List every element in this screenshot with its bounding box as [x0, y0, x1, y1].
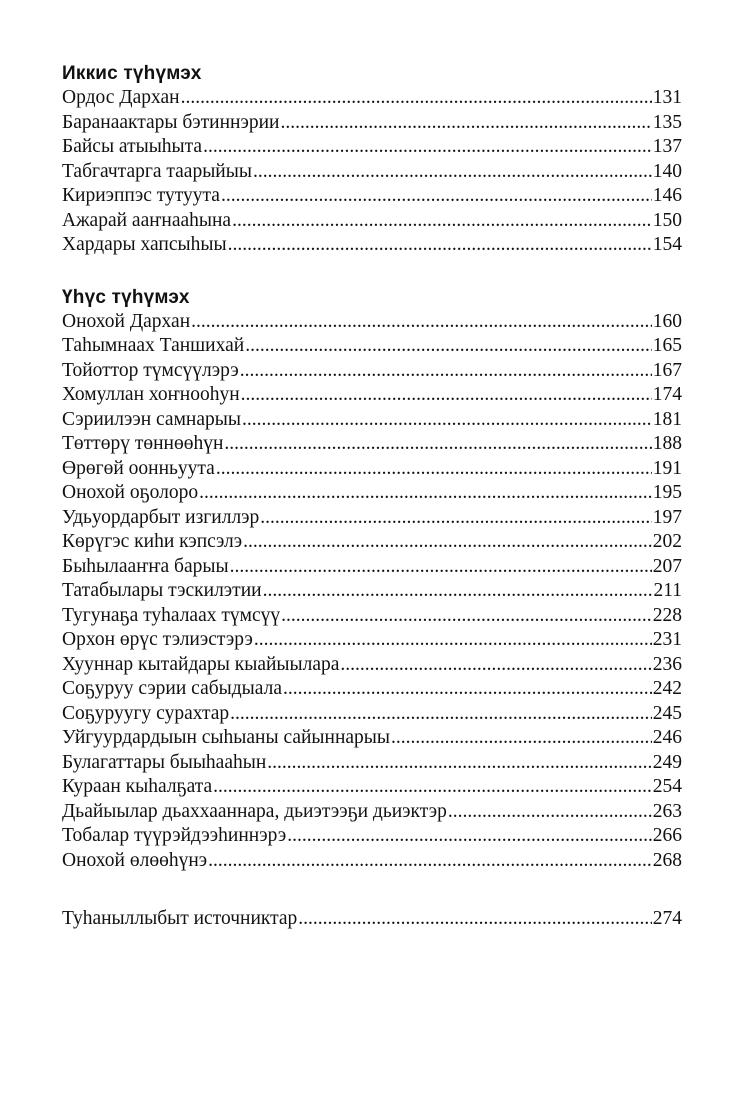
toc-entry-title: Кириэппэс тутуута: [62, 185, 220, 206]
toc-entry[interactable]: [62, 334, 682, 359]
toc-entry-title: Соҕуруу сэрии сабыдыала: [62, 678, 282, 699]
section-heading: Үһүс түһүмэх: [62, 286, 190, 308]
toc-entry-page: 202: [652, 531, 682, 552]
toc-entry-title: Хууннар кытайдары кыайыылара: [62, 653, 340, 675]
toc-entry-page: 165: [652, 335, 682, 356]
toc-entry-title: Дьайыылар дьаххааннара, дьиэтээҕи дьиэктэр: [62, 800, 447, 822]
toc-entry[interactable]: [62, 135, 682, 160]
toc-entry-page: 231: [652, 629, 682, 650]
toc-entry[interactable]: [62, 702, 682, 727]
toc-entry-title: Онохой өлөөһүнэ: [62, 849, 208, 871]
toc-entry[interactable]: [62, 310, 682, 335]
toc-entry[interactable]: [62, 86, 682, 111]
toc-entry-page: 228: [652, 604, 682, 626]
toc-entry[interactable]: [62, 506, 682, 531]
toc-entry-title: Хардары хапсыһыы: [62, 234, 227, 255]
toc-entry[interactable]: [62, 209, 682, 234]
toc-entry-page: 246: [652, 727, 682, 748]
toc-entry-page: 274: [652, 908, 682, 929]
toc-entry[interactable]: [62, 800, 682, 825]
section-heading: Иккис түһүмэх: [62, 63, 202, 84]
dot-leader: [281, 604, 652, 628]
toc-entry-title: Ажарай ааҥнааһына: [62, 209, 232, 231]
dot-leader: [448, 800, 652, 824]
toc-entry-page: 131: [652, 87, 682, 108]
section-spacer: [62, 873, 682, 907]
toc-entry-page: 191: [652, 457, 682, 479]
toc-entry-page: 242: [652, 678, 682, 699]
toc-entry-title: Табгачтарга таарыйыы: [62, 160, 252, 182]
table-of-contents: [62, 62, 682, 932]
toc-entry-title: Булагаттары быыһааһын: [62, 751, 267, 773]
dot-leader: [241, 383, 652, 407]
dot-leader: [391, 726, 652, 750]
dot-leader: [242, 408, 652, 432]
toc-entry-title: Төттөрү төннөөһүн: [62, 433, 224, 454]
toc-entry-title: Орхон өрүс тэлиэстэрэ: [62, 629, 253, 650]
toc-entry[interactable]: [62, 628, 682, 653]
toc-entry-title: Баранаактары бэтиннэрии: [62, 111, 280, 133]
dot-leader: [340, 653, 651, 677]
toc-entry-title: Таһымнаах Таншихай: [62, 335, 245, 356]
dot-leader: [191, 310, 652, 334]
toc-entry-page: 188: [652, 433, 682, 454]
toc-entry-title: Сэриилээн самнарыы: [62, 408, 241, 430]
dot-leader: [203, 135, 652, 159]
dot-leader: [283, 677, 652, 701]
toc-entry[interactable]: [62, 160, 682, 185]
dot-leader: [199, 481, 652, 505]
toc-entry-page: 236: [652, 653, 682, 675]
toc-entry-title: Көрүгэс киһи кэпсэлэ: [62, 531, 243, 552]
toc-entry[interactable]: [62, 432, 682, 457]
toc-entry[interactable]: [62, 555, 682, 580]
toc-entry[interactable]: [62, 233, 682, 258]
toc-entry-title: Соҕуруугу сурахтар: [62, 702, 230, 724]
dot-leader: [253, 160, 652, 184]
dot-leader: [208, 849, 652, 873]
toc-entry[interactable]: [62, 383, 682, 408]
toc-entry-page: 146: [652, 185, 682, 206]
toc-entry-title: Татабылары тэскилэтии: [62, 580, 262, 601]
toc-entry[interactable]: [62, 677, 682, 702]
toc-entry-page: 245: [652, 702, 682, 724]
toc-entry-page: 195: [652, 482, 682, 503]
toc-entry-page: 174: [652, 384, 682, 405]
toc-entry-title: Тугунаҕа туһалаах түмсүү: [62, 604, 281, 626]
section-spacer: [62, 258, 682, 286]
dot-leader: [213, 775, 652, 799]
dot-leader: [232, 209, 652, 233]
dot-leader: [298, 907, 651, 931]
toc-entry-title: Удьуордарбыт изгиллэр: [62, 506, 260, 528]
toc-entry-page: 150: [652, 209, 682, 231]
toc-entry-sources[interactable]: [62, 907, 682, 932]
toc-entry-title: Уйгуурдардыын сыһыаны сайыннарыы: [62, 727, 391, 748]
toc-entry[interactable]: [62, 579, 682, 604]
toc-entry-page: 160: [652, 310, 682, 332]
dot-leader: [280, 111, 651, 135]
toc-entry-page: 266: [652, 825, 682, 846]
toc-entry[interactable]: [62, 359, 682, 384]
toc-entry-page: 211: [653, 580, 682, 601]
toc-entry[interactable]: [62, 775, 682, 800]
toc-entry-page: 254: [652, 776, 682, 797]
dot-leader: [216, 457, 652, 481]
toc-entry[interactable]: [62, 849, 682, 874]
toc-entry[interactable]: [62, 604, 682, 629]
dot-leader: [181, 86, 652, 110]
toc-entry-page: 263: [652, 800, 682, 822]
dot-leader: [287, 824, 652, 848]
toc-entry[interactable]: [62, 726, 682, 751]
toc-entry[interactable]: [62, 751, 682, 776]
toc-entry-page: 137: [652, 136, 682, 157]
toc-entry-page: 249: [652, 751, 682, 773]
toc-entry-title: Ордос Дархан: [62, 87, 180, 108]
dot-leader: [221, 184, 652, 208]
toc-entry[interactable]: [62, 184, 682, 209]
toc-entry[interactable]: [62, 408, 682, 433]
toc-entry-page: 140: [652, 160, 682, 182]
toc-entry-page: 167: [652, 359, 682, 381]
toc-entry-title: Тобалар түүрэйдээһиннэрэ: [62, 825, 287, 846]
toc-entry-page: 135: [652, 111, 682, 133]
toc-entry-page: 154: [652, 234, 682, 255]
toc-entry-title: Онохой Дархан: [62, 310, 191, 332]
toc-entry-page: 181: [652, 408, 682, 430]
toc-entry-title: Онохой оҕолоро: [62, 482, 199, 503]
toc-entry-title: Өрөгөй оонньуута: [62, 457, 215, 479]
dot-leader: [230, 702, 652, 726]
toc-entry-title: Быһылааҥҥа барыы: [62, 555, 229, 577]
toc-entry-page: 197: [652, 506, 682, 528]
toc-entry[interactable]: [62, 653, 682, 678]
dot-leader: [243, 530, 652, 554]
dot-leader: [263, 579, 653, 603]
toc-entry-title: Кураан кыһалҕата: [62, 776, 213, 797]
toc-entry[interactable]: [62, 111, 682, 136]
toc-entry-page: 207: [652, 555, 682, 577]
toc-entry[interactable]: [62, 530, 682, 555]
toc-entry[interactable]: [62, 481, 682, 506]
dot-leader: [230, 555, 652, 579]
dot-leader: [245, 334, 652, 358]
toc-entry-title: Тойоттор түмсүүлэрэ: [62, 359, 239, 381]
toc-entry-title: Туһаныллыбыт источниктар: [62, 908, 298, 929]
dot-leader: [224, 432, 651, 456]
toc-entry-title: Байсы атыыһыта: [62, 136, 203, 157]
dot-leader: [260, 506, 651, 530]
toc-entry[interactable]: [62, 824, 682, 849]
dot-leader: [228, 233, 652, 257]
dot-leader: [240, 359, 652, 383]
toc-entry[interactable]: [62, 457, 682, 482]
dot-leader: [267, 751, 651, 775]
toc-entry-page: 268: [652, 849, 682, 871]
dot-leader: [254, 628, 652, 652]
toc-entry-title: Хомуллан хоҥноoһун: [62, 384, 240, 405]
